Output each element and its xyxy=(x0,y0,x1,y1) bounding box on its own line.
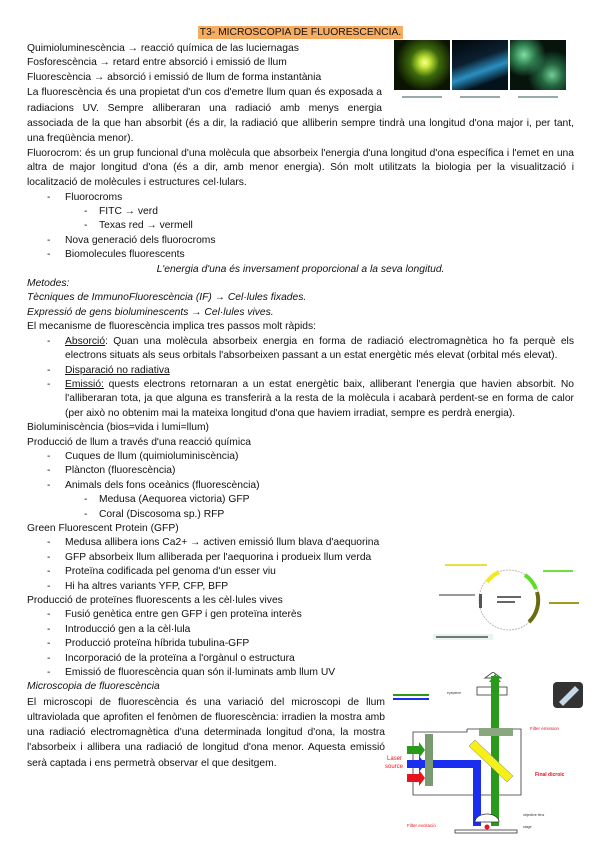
production-heading: Producció de proteïnes fluorescents a les cèl·lules vives xyxy=(27,595,283,606)
laser-label: Laser xyxy=(387,756,403,762)
fluorescence-microscope-diagram xyxy=(385,672,600,842)
green-arrow-icon xyxy=(407,742,425,758)
emission-filter-label: Filter emission xyxy=(530,726,560,731)
step-label: Absorció xyxy=(65,335,106,347)
document-page xyxy=(27,27,574,771)
sub-list-item: - Texas red → vermell xyxy=(27,219,574,233)
list-item: - Fluorocroms xyxy=(27,191,574,205)
list-item: - Hi ha altres variants YFP, CFP, BFP xyxy=(27,580,574,594)
step-label: Emissió: xyxy=(65,378,104,390)
title-text: T3- MICROSCOPIA DE FLUORESCENCIA. xyxy=(199,27,402,38)
emission-filter xyxy=(479,728,513,736)
fluorescence-photo xyxy=(510,40,566,90)
label-mark xyxy=(543,570,573,572)
intro-line: Fosforescència → retard entre absorció i emissió de llum xyxy=(27,57,287,69)
sub-list-item: - Medusa (Aequorea victoria) GFP xyxy=(27,493,574,507)
fluorescence-paragraph: La fluorescència és una propietat d'un cos d'emetre llum quan és exposada a radiacions UV. Sempre alliberaran una radiació amb menys energia associada de la que han absorbit (és a dir, la radiació que alliberin sempre tindrà una longitud d'ona major i, per tant, una freqüència menor). xyxy=(27,87,574,145)
step-text: quests electrons retornaran a un estat energètic baix, alliberant l'energia que havien absorbit. No l'alliberaran tota, ja que alguna es transferirà a la resta de la molècula i acabarà perdent-se en forma de calor (per això no obtenim mai la mateixa longitud d'ona que haviem irradiat, sempre es perdrà energia). xyxy=(65,378,574,419)
mechanism-step-dissipation xyxy=(27,364,574,378)
method-line: Tècniques de ImmunoFluorescència (IF) → Cel·lules fixades. xyxy=(27,292,307,304)
label-mark xyxy=(497,596,521,598)
legend-mark xyxy=(393,694,429,696)
luminescence-photos xyxy=(394,40,574,106)
blue-arrow-icon xyxy=(407,756,425,772)
microscopy-heading: Microscopia de fluorescència xyxy=(27,681,160,693)
label-mark xyxy=(497,601,515,603)
list-item: - Producció proteïna híbrida tubulina-GFP xyxy=(27,637,574,651)
yellow-gene-arc xyxy=(487,572,499,582)
sub-list-item: - FITC → verd xyxy=(27,205,574,219)
source-label: source xyxy=(385,764,404,770)
step-label: Disparació no radiativa xyxy=(65,364,170,376)
stage xyxy=(455,830,517,833)
energy-note: L'energia d'una és inversament proporcional a la seva longitud. xyxy=(156,263,445,275)
label-mark xyxy=(439,594,475,596)
bio-line: Producció de llum a través d'una reacció química xyxy=(27,436,252,448)
gfp-heading: Green Fluorescent Protein (GFP) xyxy=(27,522,179,534)
list-item: - Nova generació dels fluorocroms xyxy=(27,234,574,248)
dichroic-label: Final dicroic xyxy=(535,772,565,778)
olive-gene-arc xyxy=(529,592,538,622)
list-item: - Emissió de fluorescència quan són il·luminats amb llum UV xyxy=(27,666,574,680)
list-item: - Medusa allibera ions Ca2+ → activen emissió llum blava d'aequorina xyxy=(27,536,574,550)
objective-label: objective lens xyxy=(523,813,545,817)
legend-mark xyxy=(393,698,429,700)
mechanism-step-emission xyxy=(27,378,574,421)
marker-gene xyxy=(479,594,482,608)
sample-dot xyxy=(485,825,490,830)
chemiluminescence-photo xyxy=(394,40,450,90)
method-line: Expressió de gens bioluminescents → Cel·lules vives. xyxy=(27,306,274,318)
list-item: - Introducció gen a la cèl·lula xyxy=(27,623,574,637)
list-item: - Fusió genètica entre gen GFP i gen proteïna interès xyxy=(27,608,574,622)
label-mark xyxy=(549,602,579,604)
step-text: : Quan una molècula absorbeix energia en forma de radiació electromagnètica ho fa perquè els electrons situats als seus orbitals l'absorbeixen passant a un estat energètic més elevat (orbital més elevat). xyxy=(65,335,574,362)
photo-caption xyxy=(394,96,450,98)
bio-line: Bioluminiscència (bios=vida i lumi=llum) xyxy=(27,422,209,434)
intro-line: Quimioluminescència → reacció química de las luciernagas xyxy=(27,43,299,54)
caption-mark xyxy=(436,636,488,638)
eyepiece-label: eyepiece xyxy=(447,691,462,695)
mechanism-intro: El mecanisme de fluorescència implica tres passos molt ràpids: xyxy=(27,321,317,333)
sub-list-item: - Coral (Discosoma sp.) RFP xyxy=(27,508,574,522)
photo-caption xyxy=(510,96,566,98)
list-item: - Incorporació de la proteïna a l'orgànul o estructura xyxy=(27,652,574,666)
gfp-plasmid-map xyxy=(425,558,595,644)
red-arrow-icon xyxy=(407,770,425,786)
phosphorescence-photo xyxy=(452,40,508,90)
stage-label: stage xyxy=(523,825,532,829)
list-item: - Plàncton (fluorescència) xyxy=(27,464,574,478)
list-item: - GFP absorbeix llum alliberada per l'aequorina i produeix llum verda xyxy=(27,551,574,565)
photo-caption xyxy=(452,96,508,98)
list-item: - Animals dels fons oceànics (fluorescència) xyxy=(27,479,574,493)
methods-heading: Metodes: xyxy=(27,278,70,290)
excitation-filter xyxy=(425,734,433,786)
list-item: - Biomolecules fluorescents xyxy=(27,248,574,262)
excitation-filter-label: Filter excitació xyxy=(407,823,436,828)
list-item: - Proteïna codificada pel genoma d'un esser viu xyxy=(27,565,574,579)
mechanism-step-absorption xyxy=(27,335,574,364)
gfp-gene-arc xyxy=(525,575,536,589)
green-emission-beam xyxy=(491,676,499,826)
list-item: - Cuques de llum (quimioluminiscència) xyxy=(27,450,574,464)
fluorochrome-paragraph: Fluorocrom: és un grup funcional d'una molècula que absorbeix l'energia d'una longitud d'ona específica i l'emet en una altra de major longitud d'ona (és a dir, amb menor energia). Són molt utilitzats la biologia per la visualització i localització de molècules i estructures cel·lulars. xyxy=(27,147,574,189)
intro-line: Fluorescència → absorció i emissió de llum de forma instantània xyxy=(27,71,322,83)
label-mark xyxy=(445,564,487,566)
microscopy-paragraph: El microscopi de fluorescència és una variació del microscopi de llum ultraviolada que aprofiten el fenòmen de fluorescència: irradien la mostra amb una radiació electromagnètica d'una determinada longitud d'ona, la mostra l'absorbeix i allibera una radiació de longitud d'ona menor. Aquesta emissió serà captada i ens permetrà observar el que desitgem. xyxy=(27,696,385,769)
